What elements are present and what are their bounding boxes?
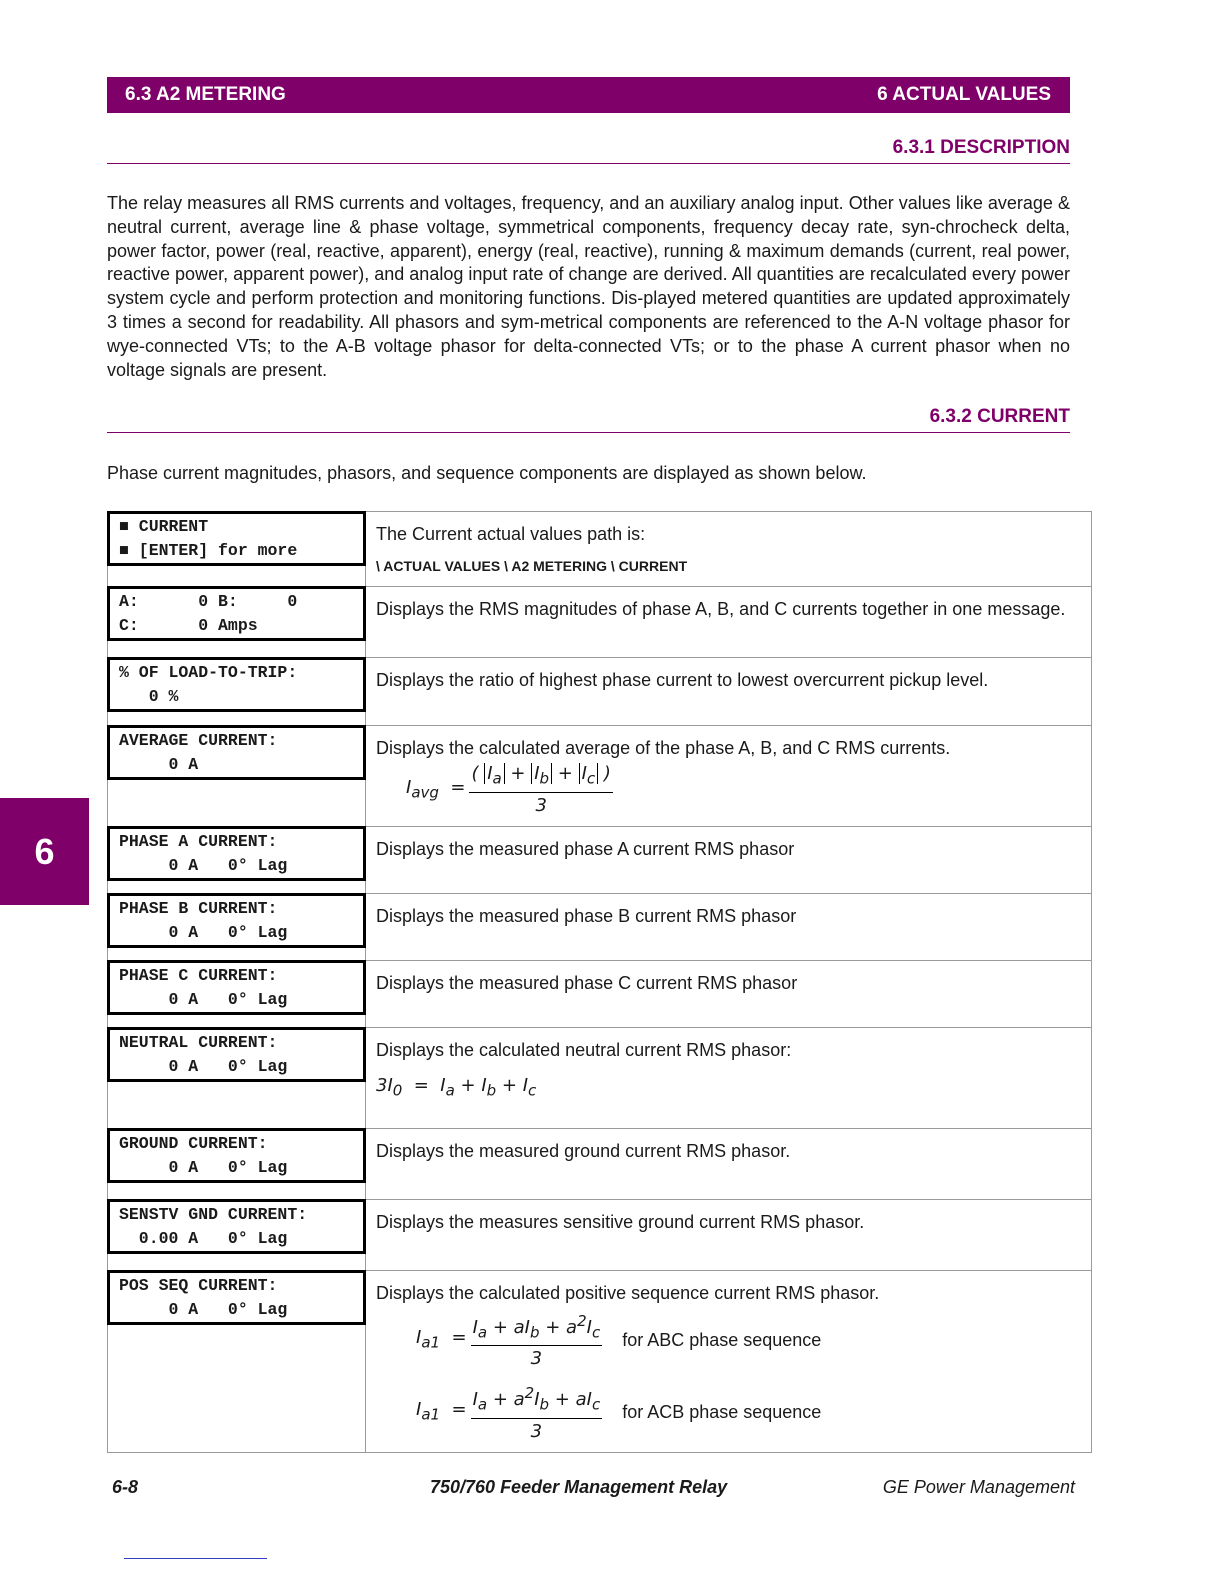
row-description: Displays the measured phase C current RMS phasor — [376, 972, 798, 993]
acb-sequence-note: for ACB phase sequence — [622, 1402, 822, 1423]
row-description: Displays the ratio of highest phase current to lowest overcurrent pickup level. — [376, 670, 989, 690]
lcd-display: A: 0 B: 0 C: 0 Amps — [107, 586, 366, 641]
row-description: Displays the measured phase A current RMS phasor — [376, 838, 795, 859]
lcd-display: NEUTRAL CURRENT: 0 A 0° Lag — [107, 1027, 366, 1082]
abc-sequence-note: for ABC phase sequence — [622, 1329, 822, 1350]
footer-title: 750/760 Feeder Management Relay — [430, 1477, 728, 1497]
metering-table — [107, 511, 1092, 1453]
table-row — [108, 1270, 1092, 1452]
current-heading: 6.3.2 CURRENT — [107, 406, 1070, 433]
table-row — [108, 826, 1092, 893]
row-description: Displays the calculated neutral current RMS phasor: — [376, 1039, 792, 1060]
lcd-display: GROUND CURRENT: 0 A 0° Lag — [107, 1128, 366, 1183]
footer-company: GE Power Management — [882, 1477, 1075, 1497]
table-row — [108, 726, 1092, 827]
chapter-tab: 6 — [0, 798, 89, 905]
description-heading: 6.3.1 DESCRIPTION — [107, 137, 1070, 164]
average-current-formula: $I_{avg}$ = $\frac{( I_a + I_b + I_c )}{3}$ — [406, 763, 611, 816]
row-description: Displays the measured phase B current RMS phasor — [376, 905, 797, 926]
row-description: Displays the measures sensitive ground current RMS phasor. — [376, 1211, 865, 1232]
row-description: Displays the measured ground current RMS phasor. — [376, 1140, 791, 1161]
menu-path: \ ACTUAL VALUES \ A2 METERING \ CURRENT — [376, 558, 688, 574]
current-intro: Phase current magnitudes, phasors, and sequence components are displayed as shown below. — [107, 463, 867, 483]
lcd-display: AVERAGE CURRENT: 0 A — [107, 725, 366, 780]
table-row — [108, 893, 1092, 960]
pos-seq-formula-acb: $I_{a1}$ = $\frac{I_a + a^2I_b + aI_c}{3}$ for ACB phase sequence — [416, 1381, 1081, 1444]
footer-divider — [124, 1558, 267, 1559]
row-description: The Current actual values path is: — [376, 524, 646, 544]
table-row — [108, 1199, 1092, 1270]
row-description: Displays the calculated average of the phase A, B, and C RMS currents. — [376, 738, 951, 758]
header-section: 6.3 A2 METERING — [125, 84, 286, 105]
table-row — [108, 658, 1092, 726]
lcd-display: ■ CURRENT ■ [ENTER] for more — [107, 511, 366, 566]
lcd-display: % OF LOAD-TO-TRIP: 0 % — [107, 657, 366, 712]
row-description: Displays the RMS magnitudes of phase A, B, and C currents together in one message. — [376, 599, 1066, 619]
lcd-display: SENSTV GND CURRENT: 0.00 A 0° Lag — [107, 1199, 366, 1254]
table-row — [108, 1128, 1092, 1199]
page-header-bar — [107, 77, 1070, 113]
neutral-current-formula: $3I_0 = I_a + I_b + I_c$ — [376, 1074, 537, 1100]
pos-seq-formula-abc: $I_{a1}$ = $\frac{I_a + aI_b + a^2I_c}{3}$ for ABC phase sequence — [416, 1309, 1081, 1372]
header-chapter: 6 ACTUAL VALUES — [877, 84, 1051, 105]
lcd-display: PHASE B CURRENT: 0 A 0° Lag — [107, 893, 366, 948]
row-description: Displays the calculated positive sequence current RMS phasor. — [376, 1282, 880, 1303]
table-row — [108, 1027, 1092, 1128]
table-row — [108, 960, 1092, 1027]
lcd-display: PHASE A CURRENT: 0 A 0° Lag — [107, 826, 366, 881]
table-row — [108, 512, 1092, 587]
footer-page-number: 6-8 — [112, 1477, 139, 1497]
lcd-display: POS SEQ CURRENT: 0 A 0° Lag — [107, 1270, 366, 1325]
description-paragraph: The relay measures all RMS currents and voltages, frequency, and an auxiliary analog input. Other values like average & neutral current, average line & phase voltage, symmetrical components, frequency decay rate, syn-chrocheck delta, power factor, power (real, reactive, apparent), energy (real, reactive), running & maximum demands (current, real power, reactive power, apparent power), and analog input rate of change are derived. All quantities are recalculated every power system cycle and perform protection and monitoring functions. Dis-played metered quantities are updated approximately 3 times a second for readability. All phasors and sym-metrical components are referenced to the A-N voltage phasor for wye-connected VTs; to the A-B voltage phasor for delta-connected VTs; or to the phase A current phasor when no voltage signals are present. — [107, 193, 1070, 380]
lcd-display: PHASE C CURRENT: 0 A 0° Lag — [107, 960, 366, 1015]
table-row — [108, 587, 1092, 658]
